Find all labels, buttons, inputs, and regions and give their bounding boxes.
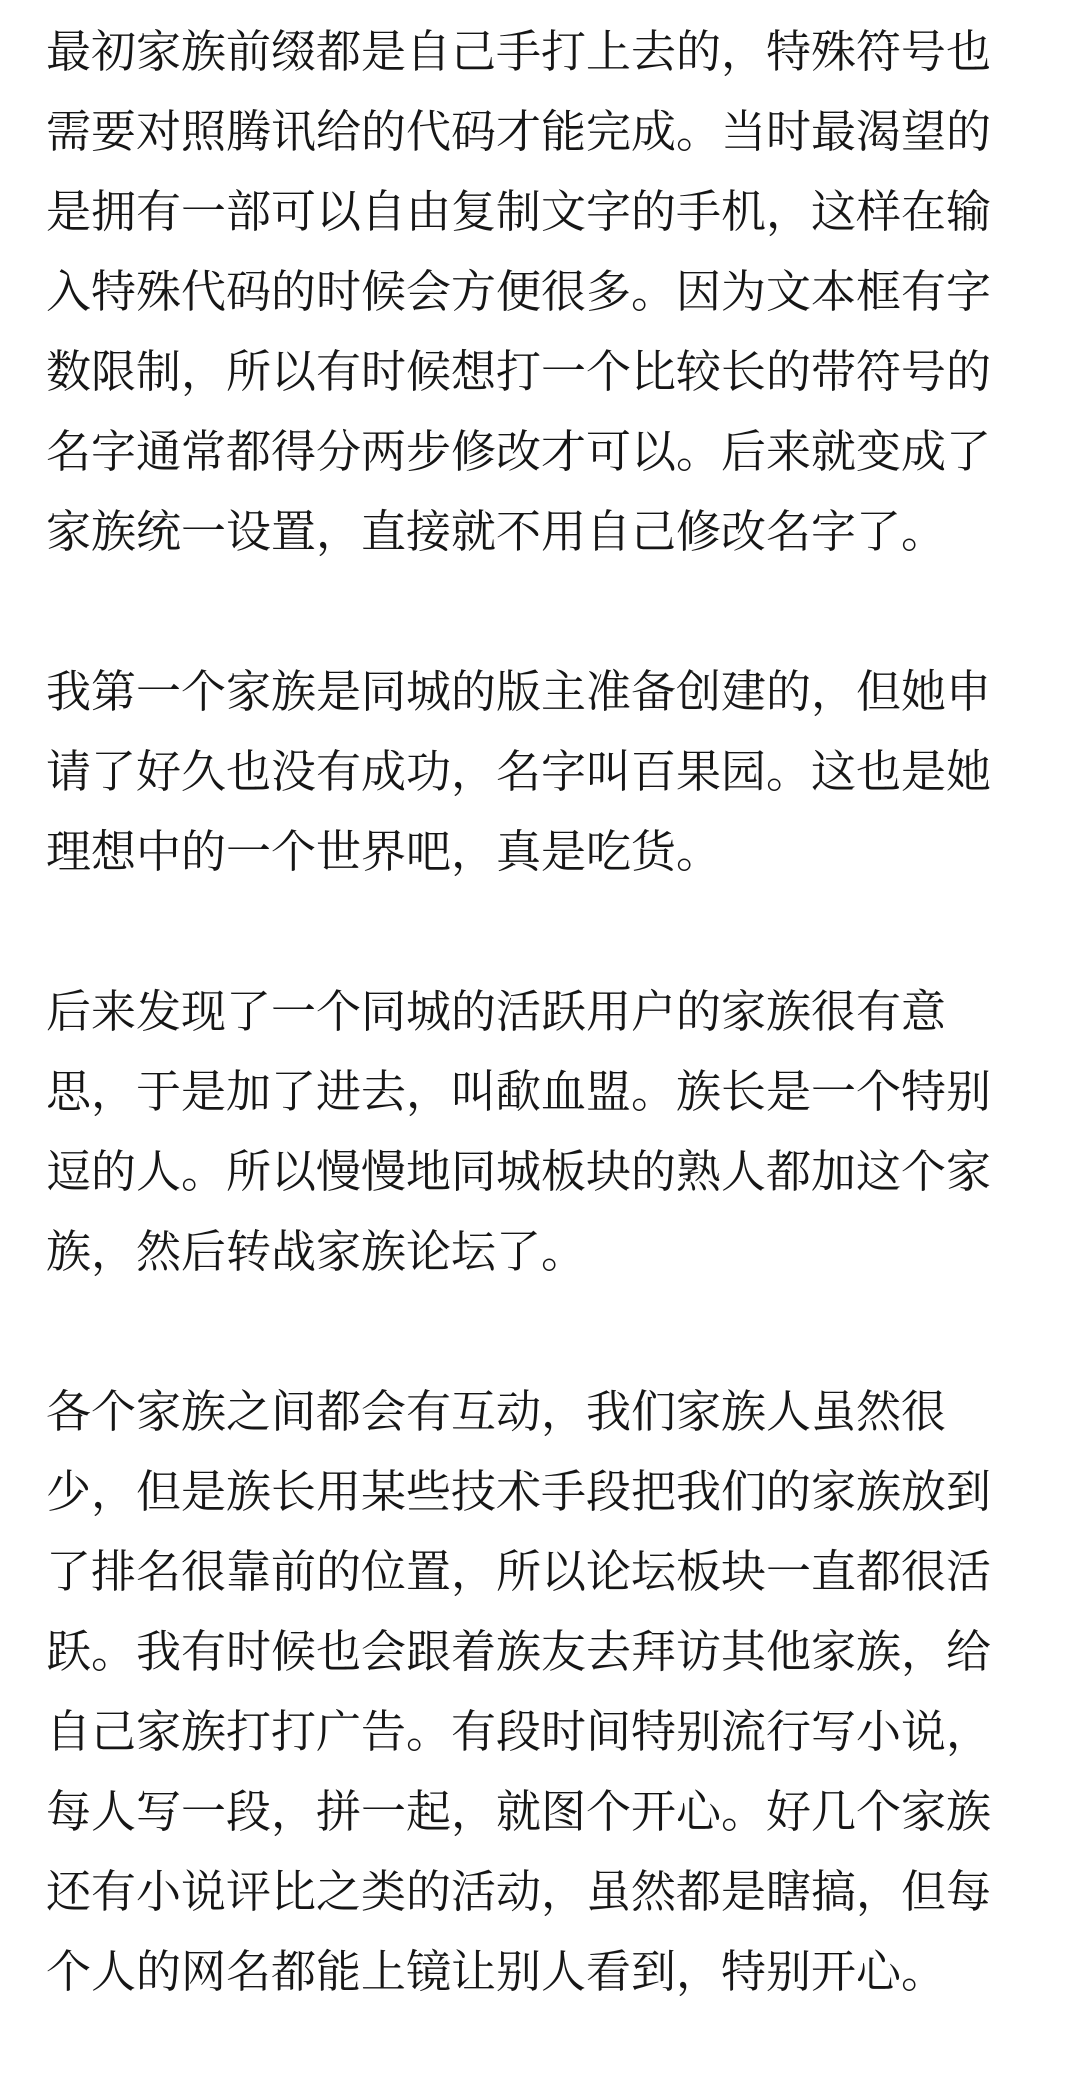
text-line: 请了好久也没有成功，名字叫百果园。这也是她 bbox=[46, 745, 992, 798]
text-line: 了排名很靠前的位置，所以论坛板块一直都很活 bbox=[46, 1545, 992, 1598]
text-line: 个人的网名都能上镜让别人看到，特别开心。 bbox=[46, 1945, 947, 1998]
text-line: 每人写一段，拼一起，就图个开心。好几个家族 bbox=[46, 1785, 992, 1838]
text-line: 少，但是族长用某些技术手段把我们的家族放到 bbox=[46, 1465, 992, 1518]
article-body bbox=[46, 12, 1046, 2092]
paragraph bbox=[46, 972, 1046, 1292]
text-line: 自己家族打打广告。有段时间特别流行写小说， bbox=[46, 1705, 992, 1758]
paragraph bbox=[46, 12, 1046, 572]
text-line: 需要对照腾讯给的代码才能完成。当时最渴望的 bbox=[46, 105, 992, 158]
text-line: 后来发现了一个同城的活跃用户的家族很有意 bbox=[46, 985, 947, 1038]
text-line: 家族统一设置，直接就不用自己修改名字了。 bbox=[46, 505, 947, 558]
text-line: 我第一个家族是同城的版主准备创建的，但她申 bbox=[46, 665, 992, 718]
text-line: 族，然后转战家族论坛了。 bbox=[46, 1225, 587, 1278]
text-line: 名字通常都得分两步修改才可以。后来就变成了 bbox=[46, 425, 992, 478]
paragraph bbox=[46, 1372, 1046, 2012]
text-line: 理想中的一个世界吧，真是吃货。 bbox=[46, 825, 722, 878]
text-line: 是拥有一部可以自由复制文字的手机，这样在输 bbox=[46, 185, 992, 238]
text-line: 还有小说评比之类的活动，虽然都是瞎搞，但每 bbox=[46, 1865, 992, 1918]
text-line: 逗的人。所以慢慢地同城板块的熟人都加这个家 bbox=[46, 1145, 992, 1198]
text-line: 最初家族前缀都是自己手打上去的，特殊符号也 bbox=[46, 25, 992, 78]
text-line: 思，于是加了进去，叫歃血盟。族长是一个特别 bbox=[46, 1065, 992, 1118]
paragraph bbox=[46, 652, 1046, 892]
text-line: 各个家族之间都会有互动，我们家族人虽然很 bbox=[46, 1385, 947, 1438]
text-line: 数限制，所以有时候想打一个比较长的带符号的 bbox=[46, 345, 992, 398]
text-line: 入特殊代码的时候会方便很多。因为文本框有字 bbox=[46, 265, 992, 318]
text-line: 跃。我有时候也会跟着族友去拜访其他家族，给 bbox=[46, 1625, 992, 1678]
